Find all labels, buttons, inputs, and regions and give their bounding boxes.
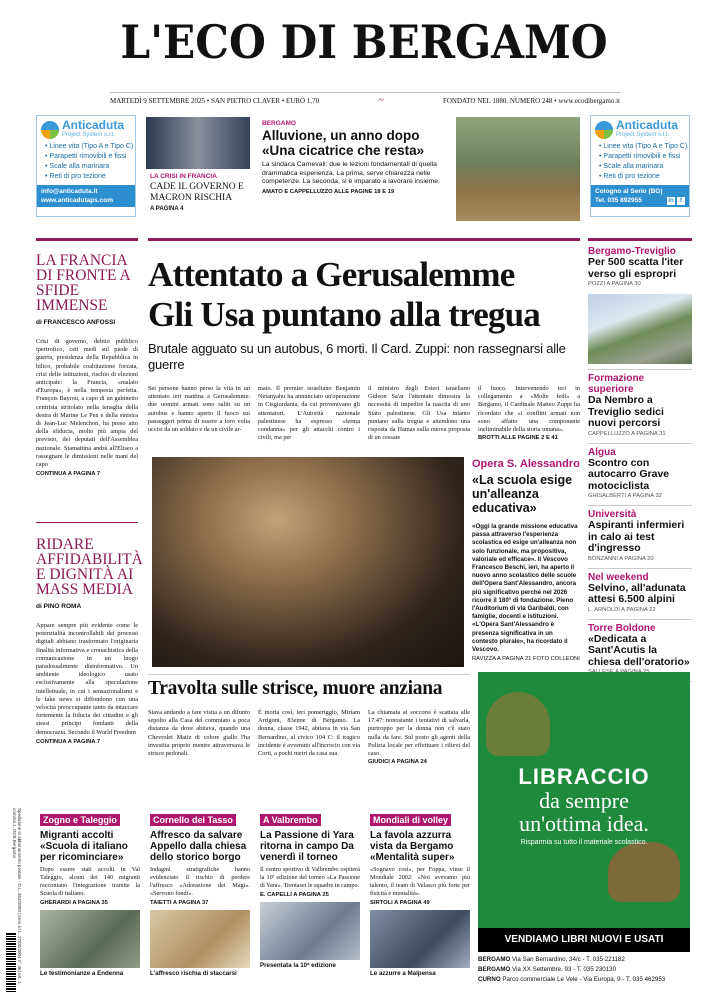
bottom-photo xyxy=(40,910,140,968)
flood-title: Alluvione, un anno dopo «Una cicatrice che resta» xyxy=(262,128,425,158)
bottom-photo xyxy=(260,902,360,960)
highway-render-photo xyxy=(588,294,692,364)
ad-bullet: • Scale alla marinara xyxy=(45,163,110,170)
opinion-title-2: RIDARE AFFIDABILITÀ E DIGNITÀ AI MASS MEDIA xyxy=(36,536,143,598)
right-item[interactable] xyxy=(588,619,692,678)
ad-location: Cologno al Serio (BG) xyxy=(595,188,663,195)
right-item-kicker: Torre Boldone xyxy=(588,622,656,634)
opinion-title-1: LA FRANCIA DI FRONTE A SFIDE IMMENSE xyxy=(36,252,130,314)
ad-libraccio[interactable] xyxy=(478,672,690,952)
accident-col-3: La chiamata ai soccorsi è scattata alle 17.47: nonostante i tentativi di salvarla, purtroppo per la donna non c'è stato nulla da fare. Sul posto gli agenti della Polizia locale per effettuare i rilievi del caso. xyxy=(368,709,470,758)
ad-bullet: • Scale alla marinara xyxy=(599,163,664,170)
opinion-author-2: di PINO ROMA xyxy=(36,603,82,610)
ad-website: www.anticadutaps.com xyxy=(41,197,113,204)
libraccio-cta: VENDIAMO LIBRI NUOVI E USATI xyxy=(478,928,690,952)
right-item-kicker: Algua xyxy=(588,446,616,458)
ad-email: info@anticaduta.it xyxy=(41,188,98,195)
dinosaur-icon xyxy=(608,842,680,902)
ad-anticaduta-right[interactable] xyxy=(590,115,690,217)
bottom-body: Dopo essere stati accolti in Val Taleggio, alcuni dei 140 migranti raccontano l'integrazione tramite la Scuola di italiano. xyxy=(40,866,140,897)
right-item-ref: BONZANNI A PAGINA 20 xyxy=(588,555,654,562)
accident-story[interactable] xyxy=(148,674,470,765)
right-item-title: «Dedicata a Sant'Acutis la chiesa dell'oratorio» xyxy=(588,632,690,668)
anticaduta-logo-icon xyxy=(595,121,613,139)
bottom-ref: SIRTOLI A PAGINA 49 xyxy=(370,900,430,906)
france-kicker: LA CRISI IN FRANCIA xyxy=(150,173,217,180)
bottom-caption: Presentata la 10ª edizione xyxy=(260,962,336,969)
ad-bullet: • Linee vita (Tipo A e Tipo C) xyxy=(599,143,688,150)
accident-ref: GIUDICI A PAGINA 24 xyxy=(368,759,427,766)
lead-subhead: Brutale agguato su un autobus, 6 morti. Il Card. Zuppi: non rassegnarsi alle guerre xyxy=(148,341,566,372)
school-title: «La scuola esige un'alleanza educativa» xyxy=(472,473,573,515)
right-item-ref: L. ARNOLDI A PAGINA 22 xyxy=(588,606,656,613)
store-address: Via San Bernardino, 34/c - T. 035 221182 xyxy=(512,956,625,963)
libraccio-line-2: un'ottima idea. xyxy=(519,811,649,836)
libraccio-line-1: da sempre xyxy=(539,788,629,813)
flood-ref: AMATO E CAPPELLUZZO ALLE PAGINE 18 E 19 xyxy=(262,188,395,195)
right-item-title: Per 500 scatta l'iter verso gli espropri xyxy=(588,256,684,280)
bottom-photo xyxy=(370,910,470,968)
flood-teaser[interactable] xyxy=(262,120,454,195)
libraccio-tagline: Risparmia su tutto il materiale scolastico. xyxy=(520,839,648,846)
bottom-title: La Passione di Yara ritorna in campo Da venerdì il torneo xyxy=(260,830,354,863)
lead-ref: BROTTI ALLE PAGINE 2 E 41 xyxy=(478,435,558,442)
france-photo xyxy=(146,117,250,169)
right-item-title: Scontro con autocarro Grave motociclista xyxy=(588,456,670,492)
masthead-title: L'ECO DI BERGAMO xyxy=(120,15,608,69)
right-item[interactable] xyxy=(588,505,692,564)
opinion-sidebar-2 xyxy=(36,522,143,745)
right-item-kicker: Università xyxy=(588,509,637,520)
bottom-caption: L'affresco rischia di staccarsi xyxy=(150,970,237,977)
right-item[interactable] xyxy=(588,369,692,439)
right-item-title: Aspiranti infermieri in calo ai test d'ingresso xyxy=(588,519,685,554)
right-item-kicker: Nel weekend xyxy=(588,571,649,583)
right-column xyxy=(588,238,692,740)
linkedin-icon[interactable]: in xyxy=(668,198,674,204)
bottom-kicker: A Valbrembo xyxy=(260,814,321,826)
opinion-author-1: di FRANCESCO ANFOSSI xyxy=(36,319,116,326)
bottom-caption: Le testimonianze a Endenna xyxy=(40,970,124,977)
right-item[interactable] xyxy=(588,568,692,615)
accident-col-2: È morta così, ieri pomeriggio, Miriam Arrigoni, 83enne di Bergamo. La donna, classe 1942, abitava in via San Bernardino, al civico 104 C: il tragico incidente è avvenuto all'incrocio con via Corti, a pochi metri da casa sua. xyxy=(258,709,360,758)
lead-col-3: il ministro degli Esteri israeliano Gideon Sa'ar l'attentato dimostra la necessità di impedire la nascita di uno Stato palestinese. Gli Usa intanto puntano sulla tregua e attendono una risposta da Hamas sulla nuova proposta di un cessate xyxy=(368,385,470,442)
opinion-body-2: Appare sempre più evidente come le potenzialità incontrollabili dei processi digitali abbiano trasformato l'originaria finalità informativa e cronachistica della comunicazione in un luogo paradossalmente disinformativo. Un ambiente ideologico usato esclusivamente alla speculazione intellettuale, in cui i sensazionalismi e le fake news si diffondono con una velocità preoccupante tanto da intaccare fortemente la fiducia dei cittadini e gli stessi principi fondanti della democrazia. Secondo il World Freedom xyxy=(36,622,138,736)
lead-col-2: mato. Il premier israeliano Benjamin Netanyahu ha annunciato un'operazione in Cisgiordania, da cui provenivano gli attentatori. L'Autorità nazionale palestinese ha espresso «ferma condanna» per gli attacchi contro i civili, ma per xyxy=(258,385,360,442)
ad-bullet: • Parapetti rimovibili e fissi xyxy=(599,153,681,160)
store-address: Via XX Settembre, 93 - T. 035 230130 xyxy=(512,966,617,973)
anticaduta-logo-icon xyxy=(41,121,59,139)
right-item-title: Da Nembro a Treviglio sedici nuovi percorsi xyxy=(588,394,664,429)
opinion-body-1: Crisi di governo, debito pubblico ipertrofico, ceti medi sul piede di guerra, presidenza della Repubblica in bilico, probabile coabitazione forzata, crisi delle istituzioni, rischio di elezioni anticipate: la Francia, «malato d'Europa», è nella tempesta perfetta. François Bayrou, a capo di un gabinetto centrista stritolato nella tenaglia della destra di Marine Le Pen e della sinistra di Jean-Luc Melenchon, ha preso atto della sfiducia, molto più ampia del previsto, dei deputati dell'Assemblea nazionale. Stamattina andrà all'Eliseo a rassegnare le dimissioni nelle mani del capo xyxy=(36,338,138,469)
flood-body: La sindaca Carnevali: due le lezioni fondamentali di quella drammatica esperienza. La prima, serve chiarezza nelle competenze. La seconda, si è imparato a lavorare insieme. xyxy=(262,161,440,186)
ad-bullet: • Linee vita (Tipo A e Tipo C) xyxy=(45,143,134,150)
facebook-icon[interactable]: f xyxy=(677,197,685,205)
store-city: BERGAMO xyxy=(478,966,511,973)
bottom-body: Il centro sportivo di Valbrembo ospiterà la 10ª edizione del torneo «La Passione di Yara». Trentasei le squadre in campo. xyxy=(260,866,360,889)
bottom-title: Affresco da salvare Appello dalla chiesa dello storico borgo xyxy=(150,830,247,863)
bottom-ref: TAIETTI A PAGINA 37 xyxy=(150,900,209,906)
accident-col-1: Stava andando a fare visita a un difunto sepolto alla Casa del commiato a poca distanza da dove abitava, quando una Chevrolet Matiz di colore giallo l'ha investita proprio mentre attraversava le strisce pedonali. xyxy=(148,709,250,758)
ad-logo-sub: Project System s.r.l. xyxy=(616,132,670,138)
school-body: «Oggi la grande missione educativa passa attraverso l'esperienza scolastica ed esige un'alleanza non solo funzionale, ma propositiva, valoriale ed efficace». Il Vescovo Francesco Beschi, ieri, ha aperto il nuovo anno scolastico delle scuole dell'Opera Sant'Alessandro, ancora più significativo perché nel 2026 ricorre il 180° di fondazione. Pieno l'Auditorium di via Garibaldi, con famiglie, docenti e istituzioni. «L'Opera Sant'Alessandro è presenza significativa in un contesto plurale», ha ricordato il Vescovo. xyxy=(472,523,578,654)
lead-story[interactable] xyxy=(148,238,580,442)
right-item-ref: POZZI A PAGINA 30 xyxy=(588,281,641,287)
store-city: CURNO xyxy=(478,976,501,983)
right-item-ref: CAPPELLUZZO A PAGINA 31 xyxy=(588,430,666,437)
store-address: Parco commerciale Le Vele - Via Europa, 9 - T. 035 462953 xyxy=(502,976,666,983)
right-item[interactable] xyxy=(588,443,692,502)
right-item-kicker: Formazione superiore xyxy=(588,373,645,395)
lead-headline-1: Attentato a Gerusalemme xyxy=(148,255,515,294)
bottom-caption: Le azzurre a Malpensa xyxy=(370,970,436,977)
libraccio-stores xyxy=(478,955,690,985)
bottom-body: «Sognavo così», per Foppa, vinse il Mondiale 2002: «Noi avevamo più talento, il team di Velasco più forte per fisicità e mentalità». xyxy=(370,866,470,897)
opinion-sidebar xyxy=(36,238,138,477)
bottom-kicker: Mondiali di volley xyxy=(370,814,451,826)
ornament: ~ xyxy=(378,95,384,106)
bottom-ref: GHERARDI A PAGINA 35 xyxy=(40,900,108,906)
right-item[interactable] xyxy=(588,246,692,289)
bottom-kicker: Zogno e Taleggio xyxy=(40,814,120,826)
bottom-title: La favola azzurra vista da Bergamo «Mentalità super» xyxy=(370,830,455,863)
opinion-continue-1: CONTINUA A PAGINA 7 xyxy=(36,471,101,478)
opinion-continue-2: CONTINUA A PAGINA 7 xyxy=(36,738,101,745)
france-title: CADE IL GOVERNO E MACRON RISCHIA xyxy=(150,182,244,203)
postal-notice: Spedizione in abbonamento postale - D.L. 353/2003 (conv. in L. 27/02/2004 n° 46) art. 1, comma 1, DCB Bergamo xyxy=(12,808,22,985)
accident-headline: Travolta sulle strisce, muore anziana xyxy=(148,678,443,699)
ad-logo-sub: Project System s.r.l. xyxy=(62,132,116,138)
bottom-story[interactable] xyxy=(40,810,140,977)
bottom-kicker: Cornello dei Tasso xyxy=(150,814,236,826)
ad-bullet: • Reti di pro tezione xyxy=(599,173,660,180)
ad-bullet: • Reti di pro tezione xyxy=(45,173,106,180)
bottom-title: Migranti accolti «Scuola di italiano per ricominciare» xyxy=(40,830,128,863)
libraccio-brand: LIBRACCIO xyxy=(518,764,650,789)
school-story[interactable] xyxy=(472,458,580,662)
right-item-ref: GHISALBERTI A PAGINA 32 xyxy=(588,493,662,499)
lead-headline-2: Gli Usa puntano alla tregua xyxy=(148,295,540,334)
ad-anticaduta-left[interactable] xyxy=(36,115,136,217)
france-ref: A PAGINA 4 xyxy=(150,206,184,212)
lead-col-4: il fuoco. Intervenendo ieri in collegamento a «Molte fedi» a Bergamo, il Cardinale Matteo Zuppi ha ricordato che «i conflitti armati non sono affatto una componente ineliminabile della storia umana». xyxy=(478,385,580,434)
bottom-story[interactable] xyxy=(150,810,250,977)
school-ref: RAVIZZA A PAGINA 21 FOTO COLLEONI xyxy=(472,656,580,663)
flood-photo xyxy=(456,117,580,221)
store-city: BERGAMO xyxy=(478,956,511,963)
bottom-story[interactable] xyxy=(370,810,470,977)
school-photo xyxy=(152,457,464,667)
ad-phone: Tel. 035 892955 xyxy=(595,197,642,204)
dateline xyxy=(110,92,620,108)
france-teaser[interactable] xyxy=(150,173,248,212)
dinosaur-icon xyxy=(486,692,550,756)
lead-col-1: Sei persone hanno perso la vita in un attentato ieri mattina a Gerusalemme: due uomini armati sono saliti su un autobus e hanno aperto il fuoco sui passeggeri prima di essere a loro volta uccisi da un soldato e da un civile ar- xyxy=(148,385,250,434)
founding-info: FONDATO NEL 1880. NUMERO 248 • www.ecodibergamo.it xyxy=(442,96,620,105)
bottom-ref: E. CAPELLI A PAGINA 25 xyxy=(260,892,329,898)
ad-logo: Anticaduta xyxy=(616,118,679,132)
bottom-body: Indagini stratigrafiche hanno evidenziato il rischio di perdere l'affresco «Adorazione dei Magi». «Servono fondi». xyxy=(150,866,250,897)
ad-logo: Anticaduta xyxy=(62,118,125,132)
bottom-photo xyxy=(150,910,250,968)
bottom-story[interactable] xyxy=(260,810,360,969)
right-item-kicker: Bergamo-Treviglio xyxy=(588,246,676,257)
school-kicker: Opera S. Alessandro xyxy=(472,458,580,470)
ad-bullet: • Parapetti rimovibili e fissi xyxy=(45,153,127,160)
flood-kicker: BERGAMO xyxy=(262,120,296,127)
right-item-title: Selvino, all'adunata attesi 6.500 alpini xyxy=(588,581,686,605)
date-issue-info: MARTEDÌ 9 SETTEMBRE 2025 • SAN PIETRO CLAVER • EURO 1,70 xyxy=(110,96,320,105)
